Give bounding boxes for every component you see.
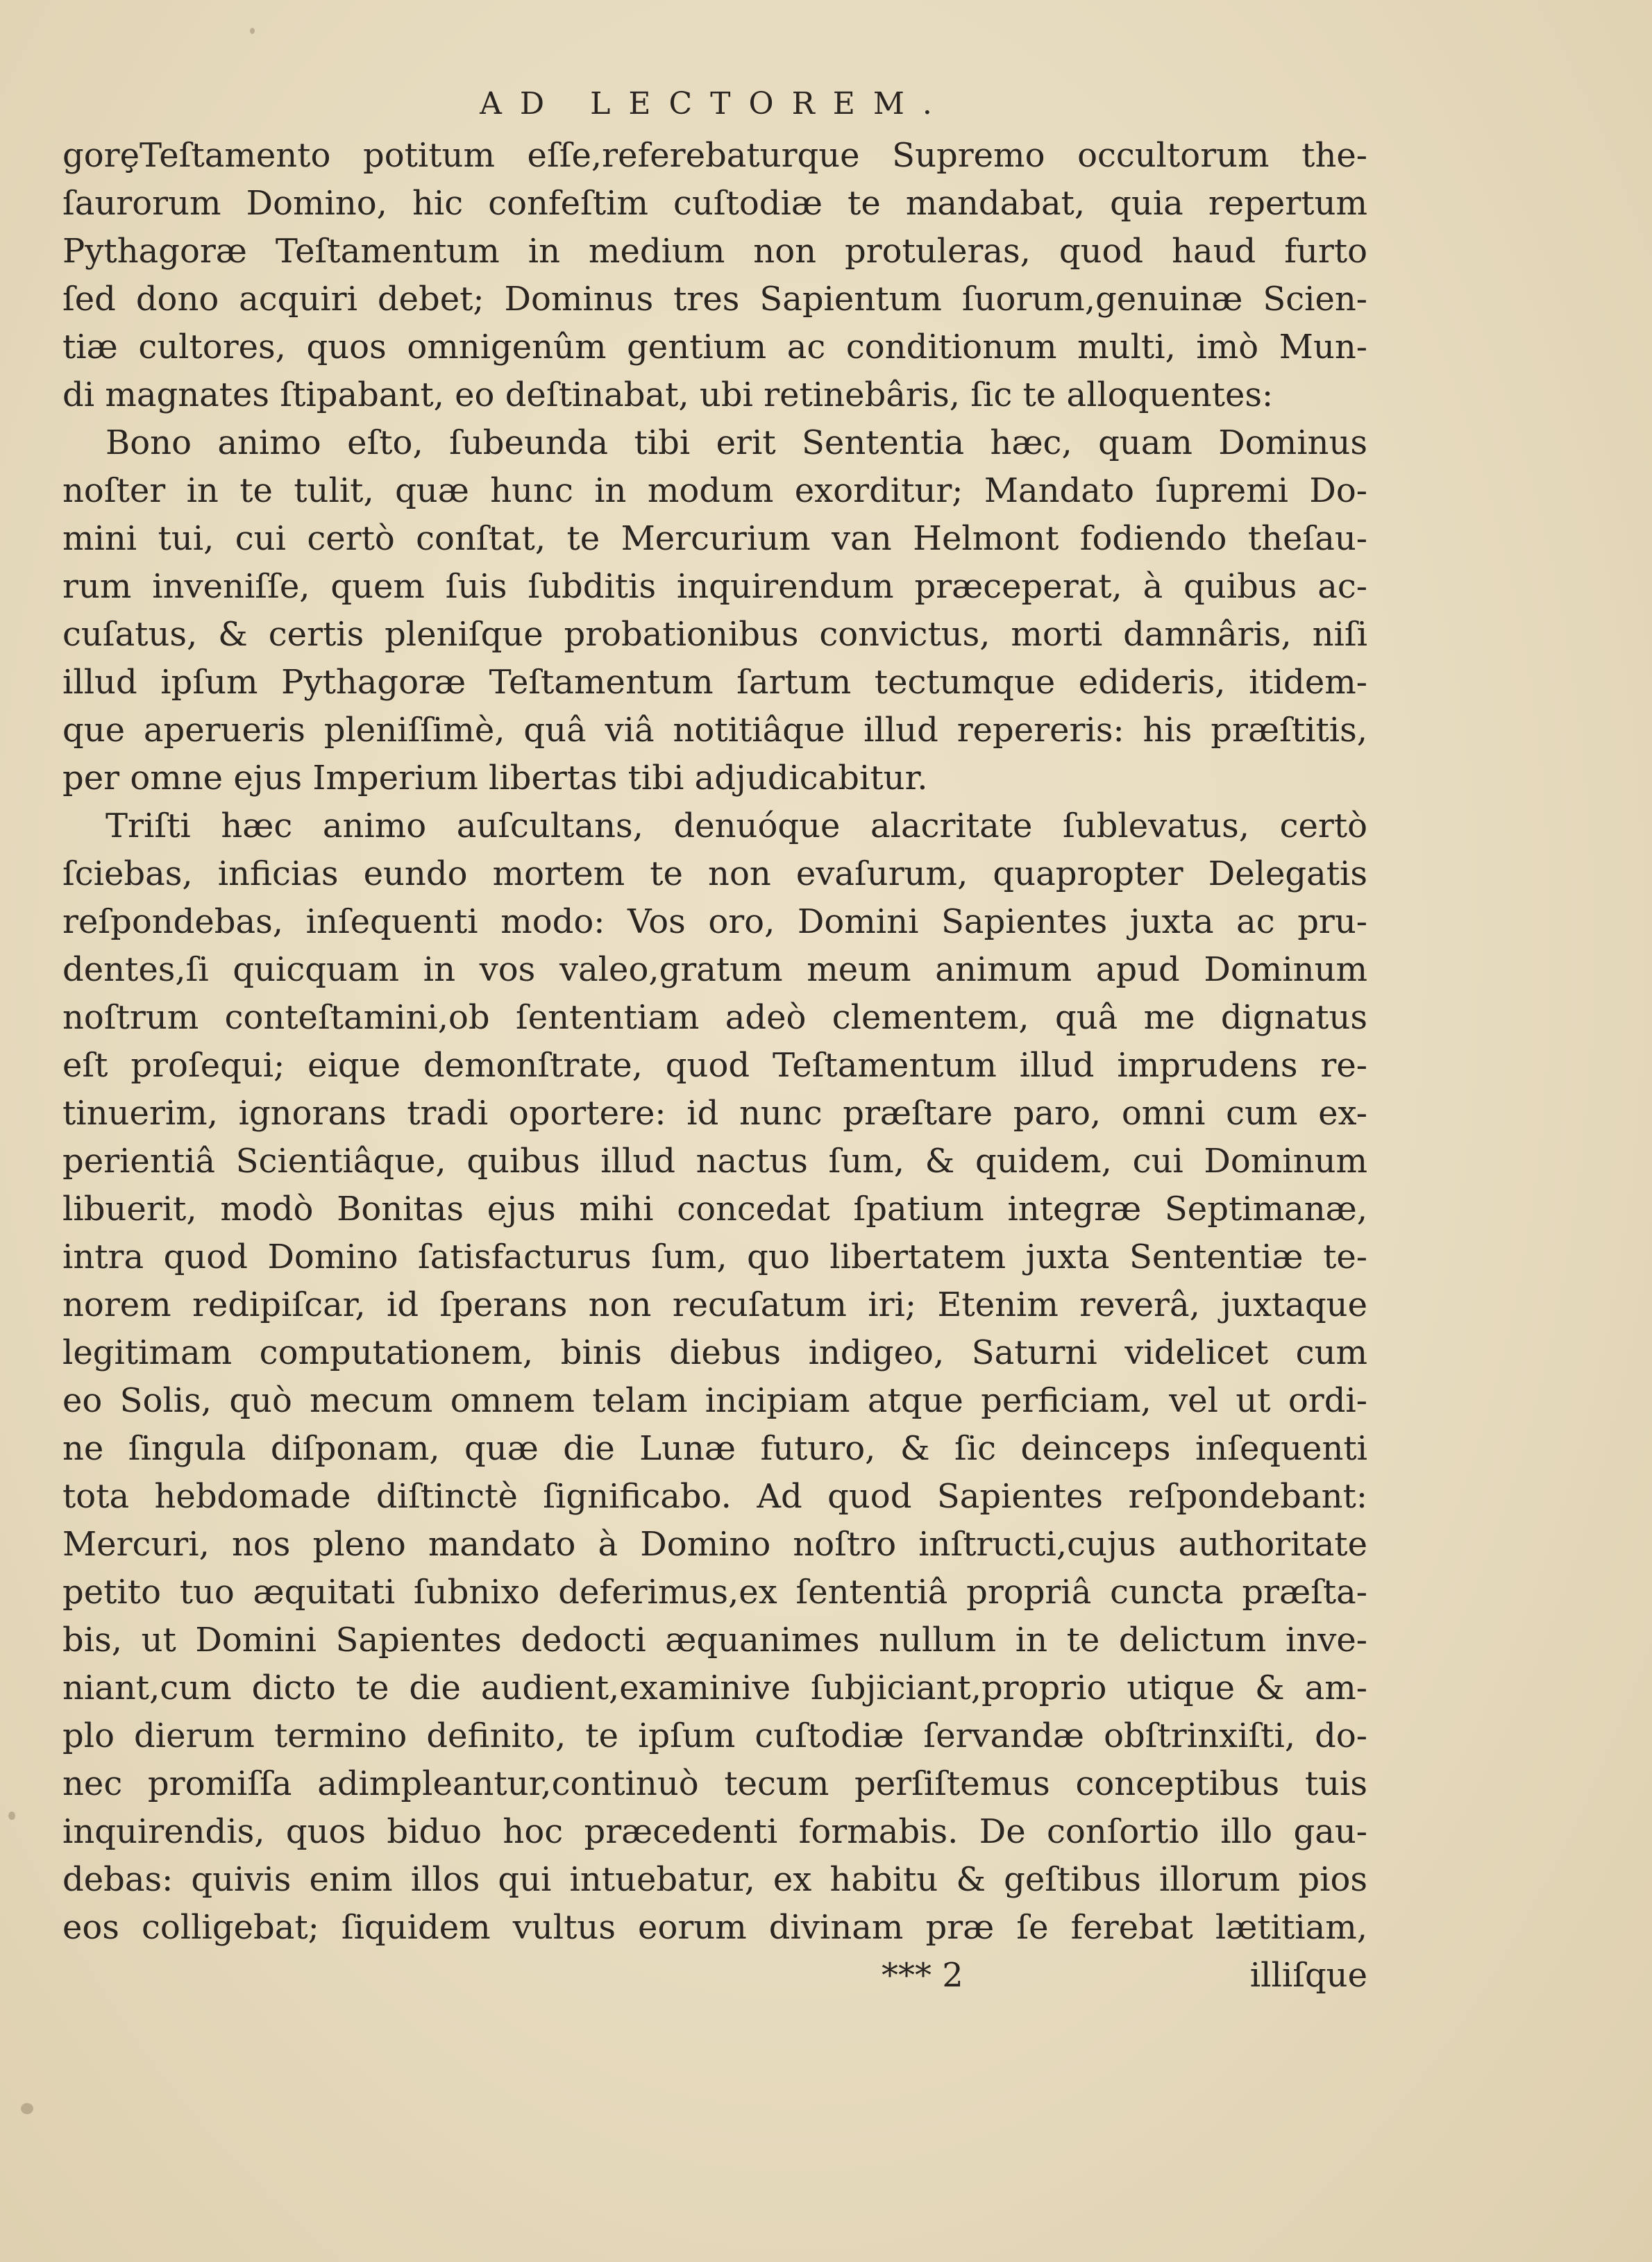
running-head: AD LECTOREM. [480,86,950,121]
text-line: tota hebdomade diſtinctè ſignificabo. Ad quod Sapientes reſpondebant: [62,1477,1367,1516]
text-line: illud ipſum Pythagoræ Teſtamentum ſartum tectumque edideris, itidem- [62,663,1367,702]
text-line: eſt proſequi; eique demonſtrate, quod Teſtamentum illud imprudens re- [62,1046,1367,1085]
catchword: illiſque [1249,1956,1367,1995]
text-line: intra quod Domino ſatisfacturus ſum, quo libertatem juxta Sententiæ te- [62,1238,1367,1276]
text-line: reſpondebas, inſequenti modo: Vos oro, Domini Sapientes juxta ac pru- [62,902,1367,941]
text-line: Pythagoræ Teſtamentum in medium non protuleras, quod haud furto [62,232,1367,271]
text-line: di magnates ſtipabant, eo deſtinabat, ubi retinebâris, ſic te alloquentes: [62,375,1274,414]
text-line: petito tuo æquitati ſubnixo deferimus,ex ſententiâ propriâ cuncta præſta- [62,1573,1367,1612]
text-line: eo Solis, quò mecum omnem telam incipiam atque perficiam, vel ut ordi- [62,1381,1367,1420]
text-line: ſed dono acquiri debet; Dominus tres Sapientum ſuorum,genuinæ Scien- [62,280,1367,319]
text-block [62,83,1367,2000]
text-line: eos colligebat; ſiquidem vultus eorum divinam præ ſe ferebat lætitiam, [62,1908,1367,1947]
text-line: per omne ejus Imperium libertas tibi adjudicabitur. [62,759,928,797]
text-line: norem redipiſcar, id ſperans non recuſatum iri; Etenim reverâ, juxtaque [62,1285,1367,1324]
text-line: niant,cum dicto te die audient,examinive ſubjiciant,proprio utique & am- [62,1669,1367,1707]
text-line: noſter in te tulit, quæ hunc in modum exorditur; Mandato ſupremi Do- [62,471,1367,510]
ink-speck [8,1812,15,1820]
signature-mark: *** 2 [882,1956,963,1995]
ink-speck [21,2103,33,2114]
text-line: noſtrum conteſtamini,ob ſententiam adeò clementem, quâ me dignatus [62,998,1367,1037]
text-line: bis, ut Domini Sapientes dedocti æquanimes nullum in te delictum inve- [62,1621,1367,1660]
body-text [62,132,1367,1952]
text-line: rum inveniſſe, quem ſuis ſubditis inquirendum præceperat, à quibus ac- [62,567,1367,606]
text-line: ſaurorum Domino, hic confeſtim cuſtodiæ te mandabat, quia repertum [62,184,1367,223]
text-line: Mercuri, nos pleno mandato à Domino noſtro inſtructi,cujus authoritate [62,1525,1367,1564]
text-line: gorȩTeſtamento potitum eſſe,referebaturque Supremo occultorum the- [62,136,1367,175]
text-line: que aperueris pleniſſimè, quâ viâ notitiâque illud repereris: his præſtitis, [62,711,1367,750]
text-line: perientiâ Scientiâque, quibus illud nactus ſum, & quidem, cui Dominum [62,1142,1367,1181]
text-line: legitimam computationem, binis diebus indigeo, Saturni videlicet cum [62,1333,1367,1372]
text-line: tiæ cultores, quos omnigenûm gentium ac conditionum multi, imò Mun- [62,328,1367,366]
text-line: mini tui, cui certò conſtat, te Mercurium van Helmont fodiendo theſau- [62,519,1367,558]
text-line: dentes,ſi quicquam in vos valeo,gratum meum animum apud Dominum [62,950,1367,989]
text-line: inquirendis, quos biduo hoc præcedenti formabis. De conſortio illo gau- [62,1812,1367,1851]
text-line: Bono animo eſto, ſubeunda tibi erit Sententia hæc, quam Dominus [106,423,1367,462]
page-footer [62,1952,1367,2000]
text-line: ne ſingula diſponam, quæ die Lunæ futuro, & ſic deinceps inſequenti [62,1429,1367,1468]
text-line: debas: quivis enim illos qui intuebatur, ex habitu & geſtibus illorum pios [62,1860,1367,1899]
text-line: plo dierum termino definito, te ipſum cuſtodiæ ſervandæ obſtrinxiſti, do- [62,1716,1367,1755]
text-line: cuſatus, & certis pleniſque probationibus convictus, morti damnâris, niſi [62,615,1367,654]
text-line: nec promiſſa adimpleantur,continuò tecum perſiſtemus conceptibus tuis [62,1764,1367,1803]
ink-speck [250,28,255,34]
text-line: tinuerim, ignorans tradi oportere: id nunc præſtare paro, omni cum ex- [62,1094,1367,1133]
text-line: Triſti hæc animo auſcultans, denuóque alacritate ſublevatus, certò [106,807,1367,845]
text-line: ſciebas, inficias eundo mortem te non evaſurum, quapropter Delegatis [62,854,1367,893]
text-line: libuerit, modò Bonitas ejus mihi concedat ſpatium integræ Septimanæ, [62,1190,1367,1229]
